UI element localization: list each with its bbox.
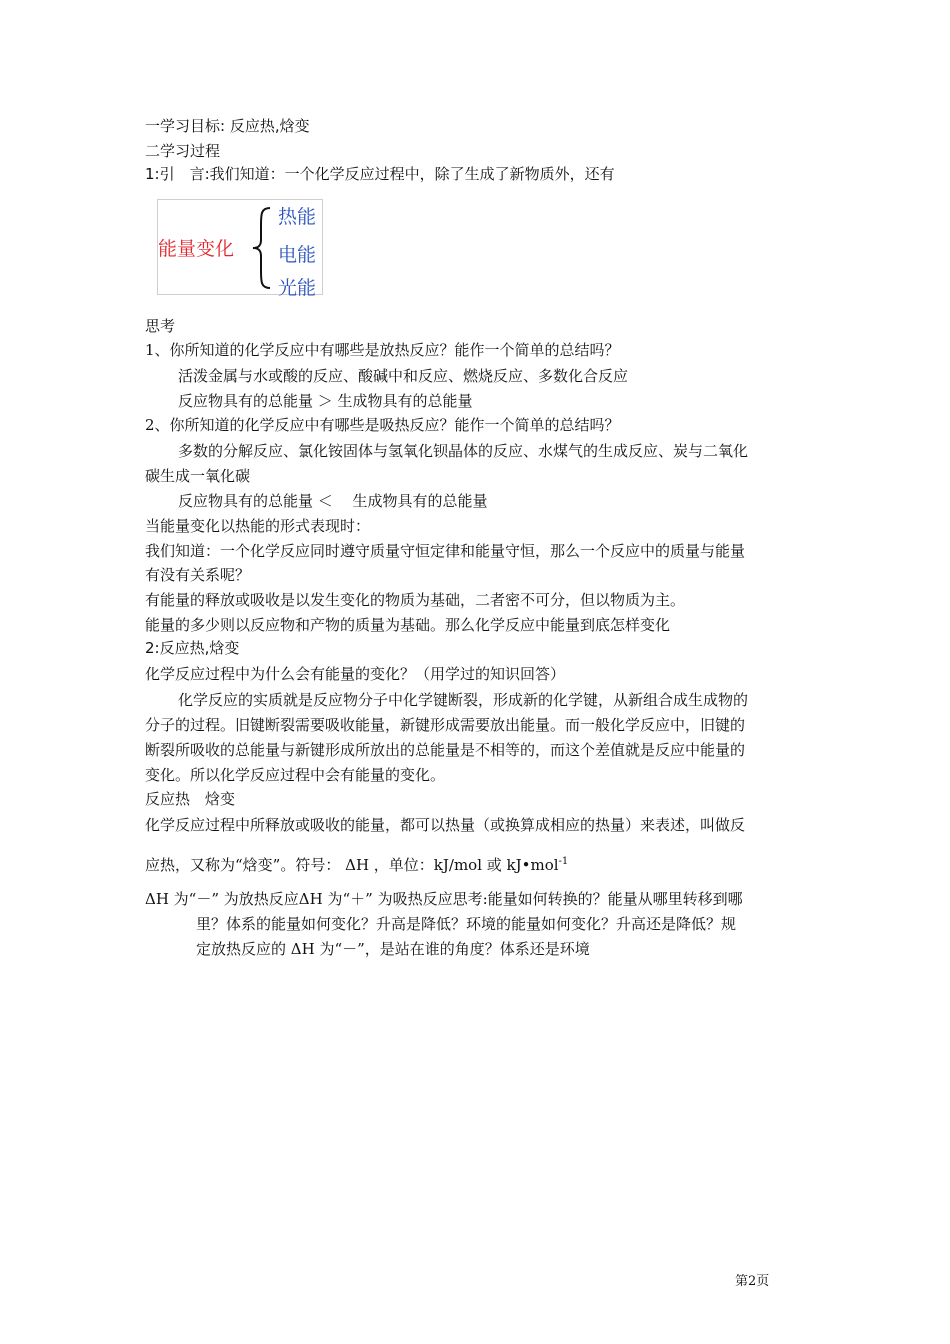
question-why: 化学反应过程中为什么会有能量的变化？（用学过的知识回答） [145,665,566,683]
brace-icon [250,206,274,290]
paragraph-release: 有能量的释放或吸收是以发生变化的物质为基础，二者密不可分，但以物质为主。 [145,591,686,609]
essence-line-1: 化学反应的实质就是反应物分子中化学键断裂，形成新的化学键，从新组合成生成物的 [178,691,749,709]
definition-text: 应热，又称为“焓变”。符号： ΔH ，单位：kJ/mol 或 kJ•mol [145,856,559,874]
think-heading: 思考 [145,317,176,335]
question-1: 1、你所知道的化学反应中有哪些是放热反应？能作一个简单的总结吗？ [145,341,620,359]
sign-line-1: ΔH 为“－” 为放热反应ΔH 为“＋” 为吸热反应思考:能量如何转换的？能量从哪里转移到哪 [145,890,743,908]
essence-line-4: 变化。所以化学反应过程中会有能量的变化。 [145,766,446,784]
diagram-main-label: 能量变化 [158,238,235,260]
heading-reaction-heat: 2:反应热,焓变 [145,639,240,657]
energy-change-diagram [157,199,323,299]
diagram-item-electric: 电能 [278,244,317,266]
diagram-item-heat: 热能 [278,206,317,228]
heading-enthalpy: 反应热 焓变 [145,790,236,808]
diagram-item-light: 光能 [278,277,317,299]
answer-2-cont: 碳生成一氧化碳 [145,467,251,485]
answer-1: 活泼金属与水或酸的反应、酸碱中和反应、燃烧反应、多数化合反应 [178,367,629,385]
question-2: 2、你所知道的化学反应中有哪些是吸热反应？能作一个简单的总结吗？ [145,416,620,434]
paragraph-conservation: 我们知道：一个化学反应同时遵守质量守恒定律和能量守恒，那么一个反应中的质量与能量 [145,542,746,560]
essence-line-3: 断裂所吸收的总能量与新键形成所放出的总能量是不相等的，而这个差值就是反应中能量的 [145,741,746,759]
page-number: 第2页 [735,1274,770,1289]
paragraph-amount: 能量的多少则以反应物和产物的质量为基础。那么化学反应中能量到底怎样变化 [145,616,671,634]
answer-2: 多数的分解反应、氯化铵固体与氢氧化钡晶体的反应、水煤气的生成反应、炭与二氧化 [178,442,749,460]
definition-line-2 [145,852,568,875]
essence-line-2: 分子的过程。旧键断裂需要吸收能量，新键形成需要放出能量。而一般化学反应中，旧键的 [145,716,746,734]
heading-process: 二学习过程 [145,142,221,160]
answer-2-energy: 反应物具有的总能量 ＜ 生成物具有的总能量 [178,492,488,510]
heading-objective: 一学习目标: 反应热,焓变 [145,117,310,135]
intro-line: 1:引 言:我们知道：一个化学反应过程中，除了生成了新物质外，还有 [145,165,615,183]
definition-line-1: 化学反应过程中所释放或吸收的能量，都可以热量（或换算成相应的热量）来表述，叫做反 [145,816,746,834]
answer-1-energy: 反应物具有的总能量 ＞ 生成物具有的总能量 [178,392,473,410]
sign-line-2: 里？体系的能量如何变化？升高是降低？环境的能量如何变化？升高还是降低？规 [196,915,737,933]
paragraph-heat-form: 当能量变化以热能的形式表现时： [145,517,371,535]
unit-superscript: -1 [558,856,569,867]
paragraph-conservation-cont: 有没有关系呢？ [145,566,251,584]
sign-line-3: 定放热反应的 ΔH 为“－”，是站在谁的角度？体系还是环境 [196,940,590,958]
